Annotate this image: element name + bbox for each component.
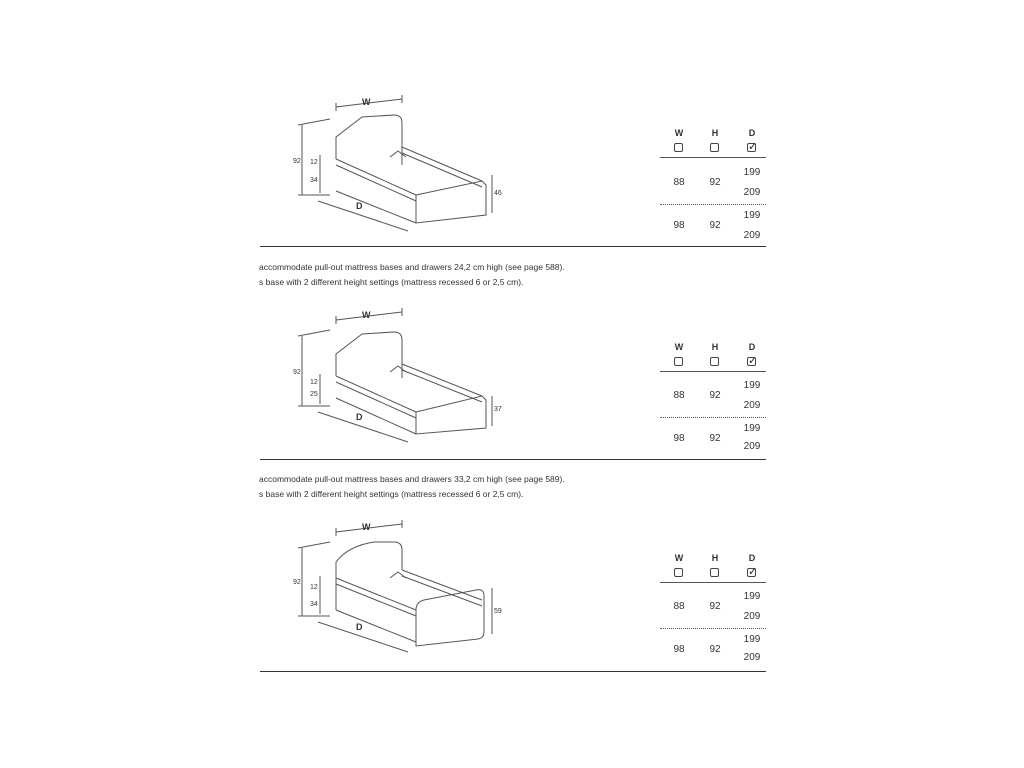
col-header-w: W xyxy=(674,553,684,563)
foot-height-label: 59 xyxy=(494,608,502,615)
row2-depth-2: 209 xyxy=(743,652,761,663)
foot-height-label: 46 xyxy=(494,190,502,197)
total-height-label: 92 xyxy=(293,158,301,165)
col-header-h: H xyxy=(711,553,719,563)
row2-depth-1: 199 xyxy=(743,634,761,645)
section-note-1b: s base with 2 different height settings (mattress recessed 6 or 2,5 cm). xyxy=(259,277,524,287)
head-gap-label: 12 xyxy=(310,159,318,166)
row1-width: 88 xyxy=(673,601,685,612)
col-header-h: H xyxy=(711,128,719,138)
row2-depth-1: 199 xyxy=(743,210,761,221)
row2-height: 92 xyxy=(709,644,721,655)
row1-height: 92 xyxy=(709,177,721,188)
section-note-2a: accommodate pull-out mattress bases and drawers 33,2 cm high (see page 589). xyxy=(259,474,565,484)
head-gap-label: 12 xyxy=(310,379,318,386)
size-table-1 xyxy=(660,128,766,258)
row2-width: 98 xyxy=(673,220,685,231)
depth-label: D xyxy=(356,412,363,422)
total-height-label: 92 xyxy=(293,579,301,586)
col-header-d: D xyxy=(748,342,756,352)
size-table-3 xyxy=(660,553,766,683)
width-checkbox[interactable] xyxy=(674,143,683,152)
table-rule xyxy=(660,582,766,583)
width-label: W xyxy=(362,97,371,107)
depth-label: D xyxy=(356,622,363,632)
row1-depth-2: 209 xyxy=(743,611,761,622)
row2-depth-1: 199 xyxy=(743,423,761,434)
height-checkbox[interactable] xyxy=(710,143,719,152)
table-row-divider xyxy=(660,628,766,629)
col-header-w: W xyxy=(674,342,684,352)
col-header-w: W xyxy=(674,128,684,138)
section-divider-1 xyxy=(260,246,766,247)
bed-drawing-3 xyxy=(290,518,510,668)
width-checkbox[interactable] xyxy=(674,357,683,366)
section-divider-3 xyxy=(260,671,766,672)
row1-depth-2: 209 xyxy=(743,400,761,411)
foot-height-label: 37 xyxy=(494,406,502,413)
bed-line-drawing xyxy=(290,308,510,458)
base-height-label: 34 xyxy=(310,177,318,184)
total-height-label: 92 xyxy=(293,369,301,376)
base-height-label: 25 xyxy=(310,391,318,398)
height-checkbox[interactable] xyxy=(710,568,719,577)
row2-width: 98 xyxy=(673,644,685,655)
col-header-h: H xyxy=(711,342,719,352)
row2-depth-2: 209 xyxy=(743,230,761,241)
depth-label: D xyxy=(356,201,363,211)
row1-height: 92 xyxy=(709,601,721,612)
col-header-d: D xyxy=(748,128,756,138)
width-checkbox[interactable] xyxy=(674,568,683,577)
depth-checkbox-checked[interactable] xyxy=(747,143,756,152)
row2-width: 98 xyxy=(673,433,685,444)
row1-depth-1: 199 xyxy=(743,167,761,178)
height-checkbox[interactable] xyxy=(710,357,719,366)
width-label: W xyxy=(362,310,371,320)
section-note-2b: s base with 2 different height settings (mattress recessed 6 or 2,5 cm). xyxy=(259,489,524,499)
row1-width: 88 xyxy=(673,177,685,188)
base-height-label: 34 xyxy=(310,601,318,608)
section-note-1a: accommodate pull-out mattress bases and drawers 24,2 cm high (see page 588). xyxy=(259,262,565,272)
depth-checkbox-checked[interactable] xyxy=(747,357,756,366)
table-row-divider xyxy=(660,417,766,418)
bed-line-drawing xyxy=(290,95,510,245)
row1-depth-1: 199 xyxy=(743,591,761,602)
section-divider-2 xyxy=(260,459,766,460)
row2-depth-2: 209 xyxy=(743,441,761,452)
row1-depth-1: 199 xyxy=(743,380,761,391)
bed-drawing-2 xyxy=(290,308,510,458)
row2-height: 92 xyxy=(709,433,721,444)
bed-drawing-1 xyxy=(290,95,510,245)
table-rule xyxy=(660,371,766,372)
depth-checkbox-checked[interactable] xyxy=(747,568,756,577)
row1-width: 88 xyxy=(673,390,685,401)
size-table-2 xyxy=(660,342,766,472)
bed-line-drawing xyxy=(290,518,510,668)
table-rule xyxy=(660,157,766,158)
row2-height: 92 xyxy=(709,220,721,231)
width-label: W xyxy=(362,522,371,532)
row1-height: 92 xyxy=(709,390,721,401)
row1-depth-2: 209 xyxy=(743,187,761,198)
col-header-d: D xyxy=(748,553,756,563)
head-gap-label: 12 xyxy=(310,584,318,591)
table-row-divider xyxy=(660,204,766,205)
